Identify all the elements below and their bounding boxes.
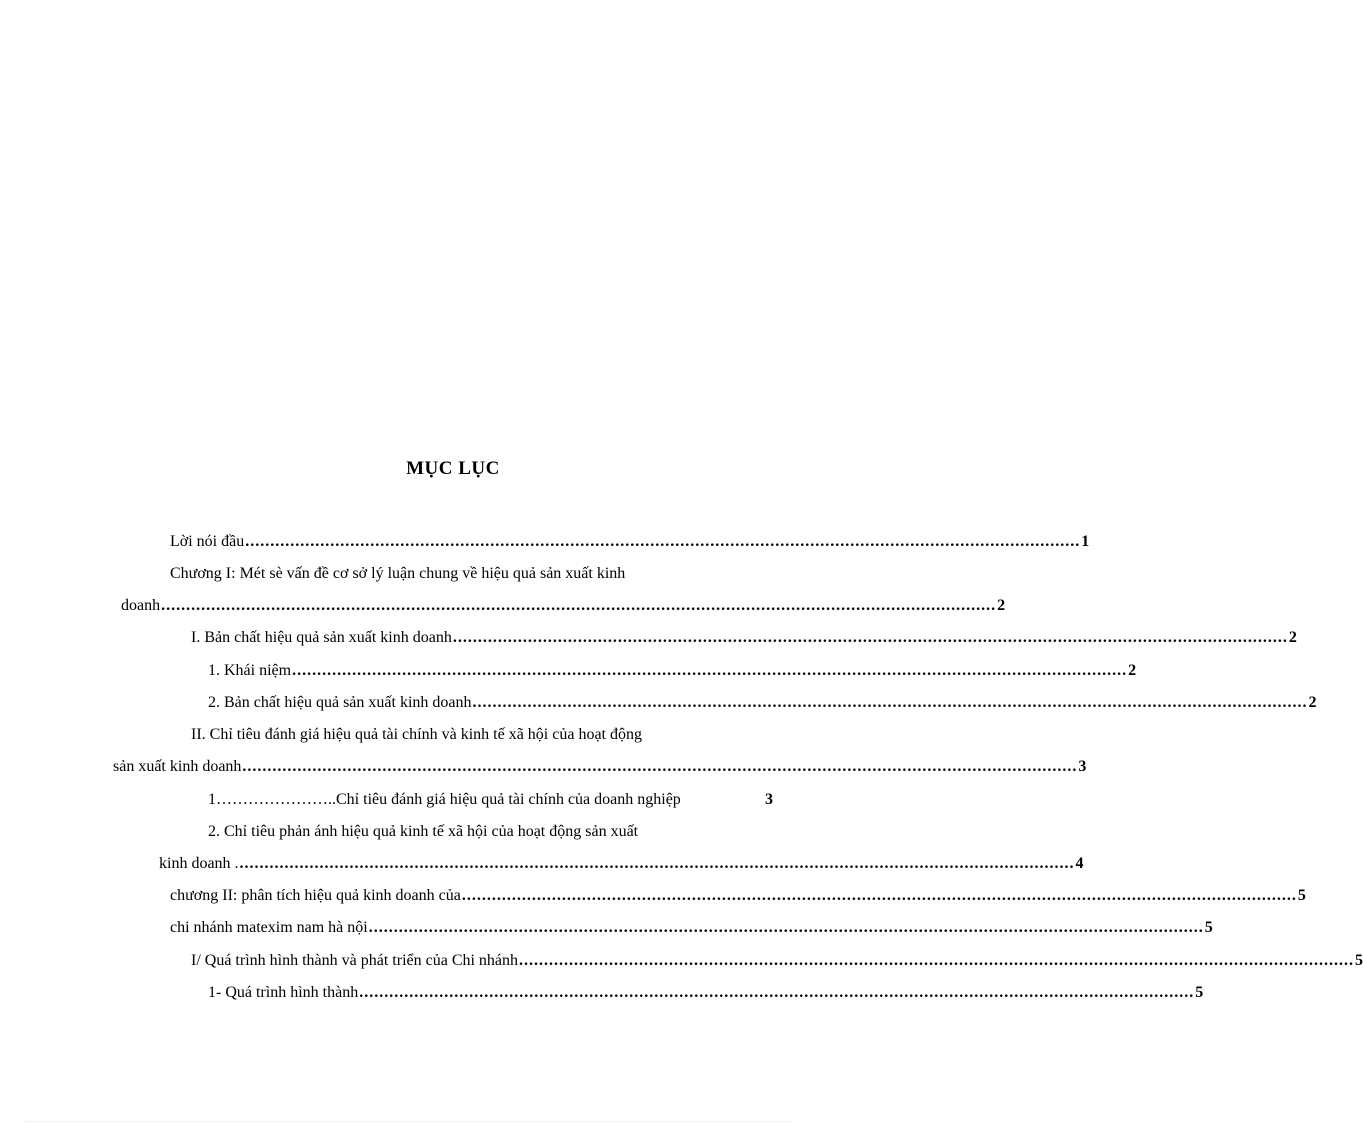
toc-entry-text: I/ Quá trình hình thành và phát triển của Chi nhánh	[191, 952, 519, 969]
toc-entry-muc-II-2-line1[interactable]: 2. Chỉ tiêu phản ánh hiệu quả kinh tế xã hội của hoạt động sản xuất	[208, 823, 639, 840]
toc-leader-dots: .......................................................................................................................................................................	[292, 662, 1128, 679]
toc-entry-chuong-1[interactable]	[121, 596, 1006, 616]
toc-entry-prefix: 1…………………..	[208, 791, 336, 808]
toc-entry-text: 2. Bản chất hiệu quả sản xuất kinh doanh	[208, 694, 472, 711]
toc-entry-muc-II-1[interactable]	[208, 790, 773, 810]
toc-leader-dots: .......................................................................................................................................................................	[461, 887, 1297, 904]
toc-entry-muc-2-I[interactable]	[191, 951, 1363, 971]
toc-leader-dots: .......................................................................................................................................................................	[359, 984, 1195, 1001]
toc-entry-muc-I[interactable]	[191, 628, 1297, 648]
toc-entry-muc-II-line1[interactable]: II. Chỉ tiêu đánh giá hiệu quả tài chính và kinh tế xã hội của hoạt động	[191, 726, 642, 743]
toc-page-number: 2	[997, 597, 1006, 614]
toc-leader-dots: .......................................................................................................................................................................	[239, 855, 1075, 872]
toc-entry-muc-II-2[interactable]	[159, 854, 1084, 874]
toc-leader-dots: .......................................................................................................................................................................	[161, 597, 997, 614]
toc-leader-dots: .......................................................................................................................................................................	[245, 533, 1081, 550]
toc-entry-text: 1- Quá trình hình thành	[208, 984, 359, 1001]
toc-page-number: 5	[1355, 952, 1363, 969]
toc-page-number: 5	[1297, 887, 1306, 904]
toc-entry-text: 1. Khái niệm	[208, 662, 292, 679]
toc-page-number: 5	[1195, 984, 1204, 1001]
page-title: MỤC LỤC	[406, 458, 500, 479]
toc-entry-text: chương II: phân tích hiệu quả kinh doanh của	[170, 887, 461, 904]
toc-entry-text: Chỉ tiêu đánh giá hiệu quả tài chính của doanh nghiệp	[336, 791, 681, 808]
toc-entry-muc-II[interactable]	[113, 757, 1087, 777]
toc-page-number: 3	[1078, 758, 1087, 775]
toc-entry-chuong-2-line1[interactable]	[170, 886, 1306, 906]
toc-leader-dots: .......................................................................................................................................................................	[452, 629, 1288, 646]
toc-page-number: 2	[1308, 694, 1317, 711]
toc-entry-text: sản xuất kinh doanh	[113, 758, 242, 775]
toc-entry-loi-noi-dau[interactable]	[170, 532, 1090, 552]
toc-entry-text: chi nhánh matexim nam hà nội	[170, 919, 368, 936]
toc-page-number: 4	[1075, 855, 1084, 872]
toc-page-number: 1	[1081, 533, 1090, 550]
page-bottom-divider	[24, 1121, 792, 1122]
toc-entry-text: doanh	[121, 597, 161, 614]
toc-leader-dots: .......................................................................................................................................................................	[472, 694, 1308, 711]
toc-leader-dots: .......................................................................................................................................................................	[242, 758, 1078, 775]
toc-entry-chuong-1-line1[interactable]: Chương I: Mét sè vấn đề cơ sở lý luận chung về hiệu quả sản xuất kinh	[170, 565, 626, 582]
toc-entry-muc-I-1[interactable]	[208, 661, 1137, 681]
toc-leader-dots: .......................................................................................................................................................................	[368, 919, 1204, 936]
toc-page-number: 5	[1204, 919, 1213, 936]
toc-page-number: 2	[1288, 629, 1297, 646]
toc-entry-muc-I-2[interactable]	[208, 693, 1317, 713]
toc-entry-text: I. Bản chất hiệu quả sản xuất kinh doanh	[191, 629, 452, 646]
toc-entry-text: kinh doanh .	[159, 855, 239, 872]
toc-page-number: 2	[1128, 662, 1137, 679]
toc-entry-text: Lời nói đầu	[170, 533, 245, 550]
toc-page-number: 3	[765, 791, 773, 808]
toc-leader-dots: .......................................................................................................................................................................	[519, 952, 1355, 969]
toc-entry-muc-2-I-1[interactable]	[208, 983, 1204, 1003]
toc-entry-chuong-2-line2[interactable]	[170, 918, 1213, 938]
